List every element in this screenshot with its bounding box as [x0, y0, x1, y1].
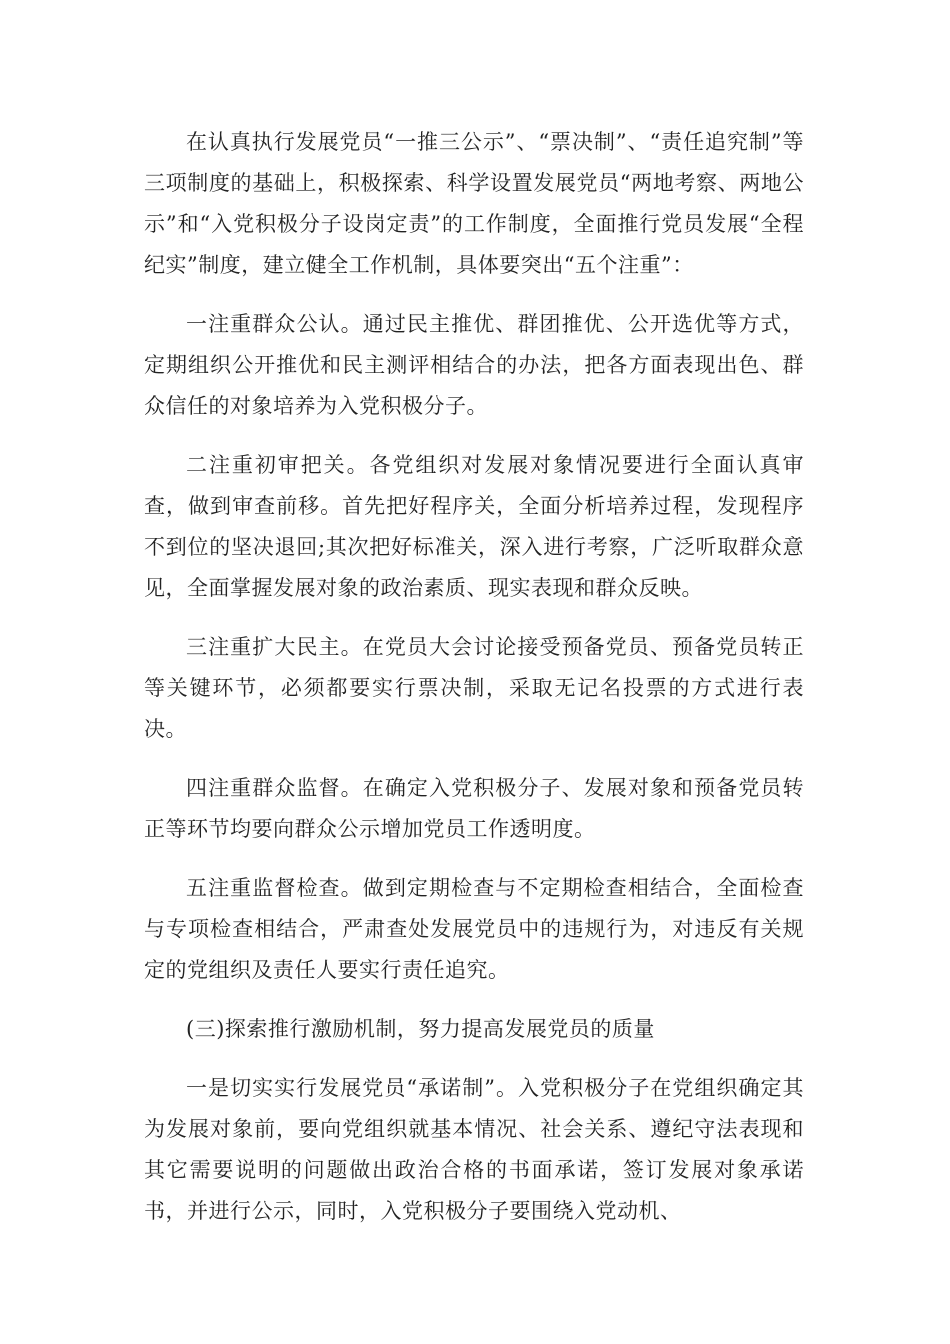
paragraph-point-3: 三注重扩大民主。在党员大会讨论接受预备党员、预备党员转正等关键环节，必须都要实行票决制，采取无记名投票的方式进行表决。 — [144, 635, 804, 741]
paragraph-commitment: 一是切实实行发展党员“承诺制”。入党积极分子在党组织确定其为发展对象前，要向党组织就基本情况、社会关系、遵纪守法表现和其它需要说明的问题做出政治合格的书面承诺，签订发展对象承诺书，并进行公示，同时，入党积极分子要围绕入党动机、 — [144, 1076, 804, 1223]
paragraph-point-4: 四注重群众监督。在确定入党积极分子、发展对象和预备党员转正等环节均要向群众公示增加党员工作透明度。 — [144, 776, 804, 841]
paragraph-intro: 在认真执行发展党员“一推三公示”、“票决制”、“责任追究制”等三项制度的基础上，积极探索、科学设置发展党员“两地考察、两地公示”和“入党积极分子设岗定责”的工作制度，全面推行党员发展“全程纪实”制度，建立健全工作机制，具体要突出“五个注重”： — [144, 130, 804, 277]
document-body — [144, 122, 804, 1250]
paragraph-point-1: 一注重群众公认。通过民主推优、群团推优、公开选优等方式，定期组织公开推优和民主测评相结合的办法，把各方面表现出色、群众信任的对象培养为入党积极分子。 — [144, 312, 804, 418]
paragraph-point-5: 五注重监督检查。做到定期检查与不定期检查相结合，全面检查与专项检查相结合，严肃查处发展党员中的违规行为，对违反有关规定的党组织及责任人要实行责任追究。 — [144, 876, 804, 982]
section-heading: (三)探索推行激励机制，努力提高发展党员的质量 — [186, 1017, 655, 1041]
paragraph-point-2: 二注重初审把关。各党组织对发展对象情况要进行全面认真审查，做到审查前移。首先把好程序关，全面分析培养过程，发现程序不到位的坚决退回;其次把好标准关，深入进行考察，广泛听取群众意见，全面掌握发展对象的政治素质、现实表现和群众反映。 — [144, 453, 804, 600]
